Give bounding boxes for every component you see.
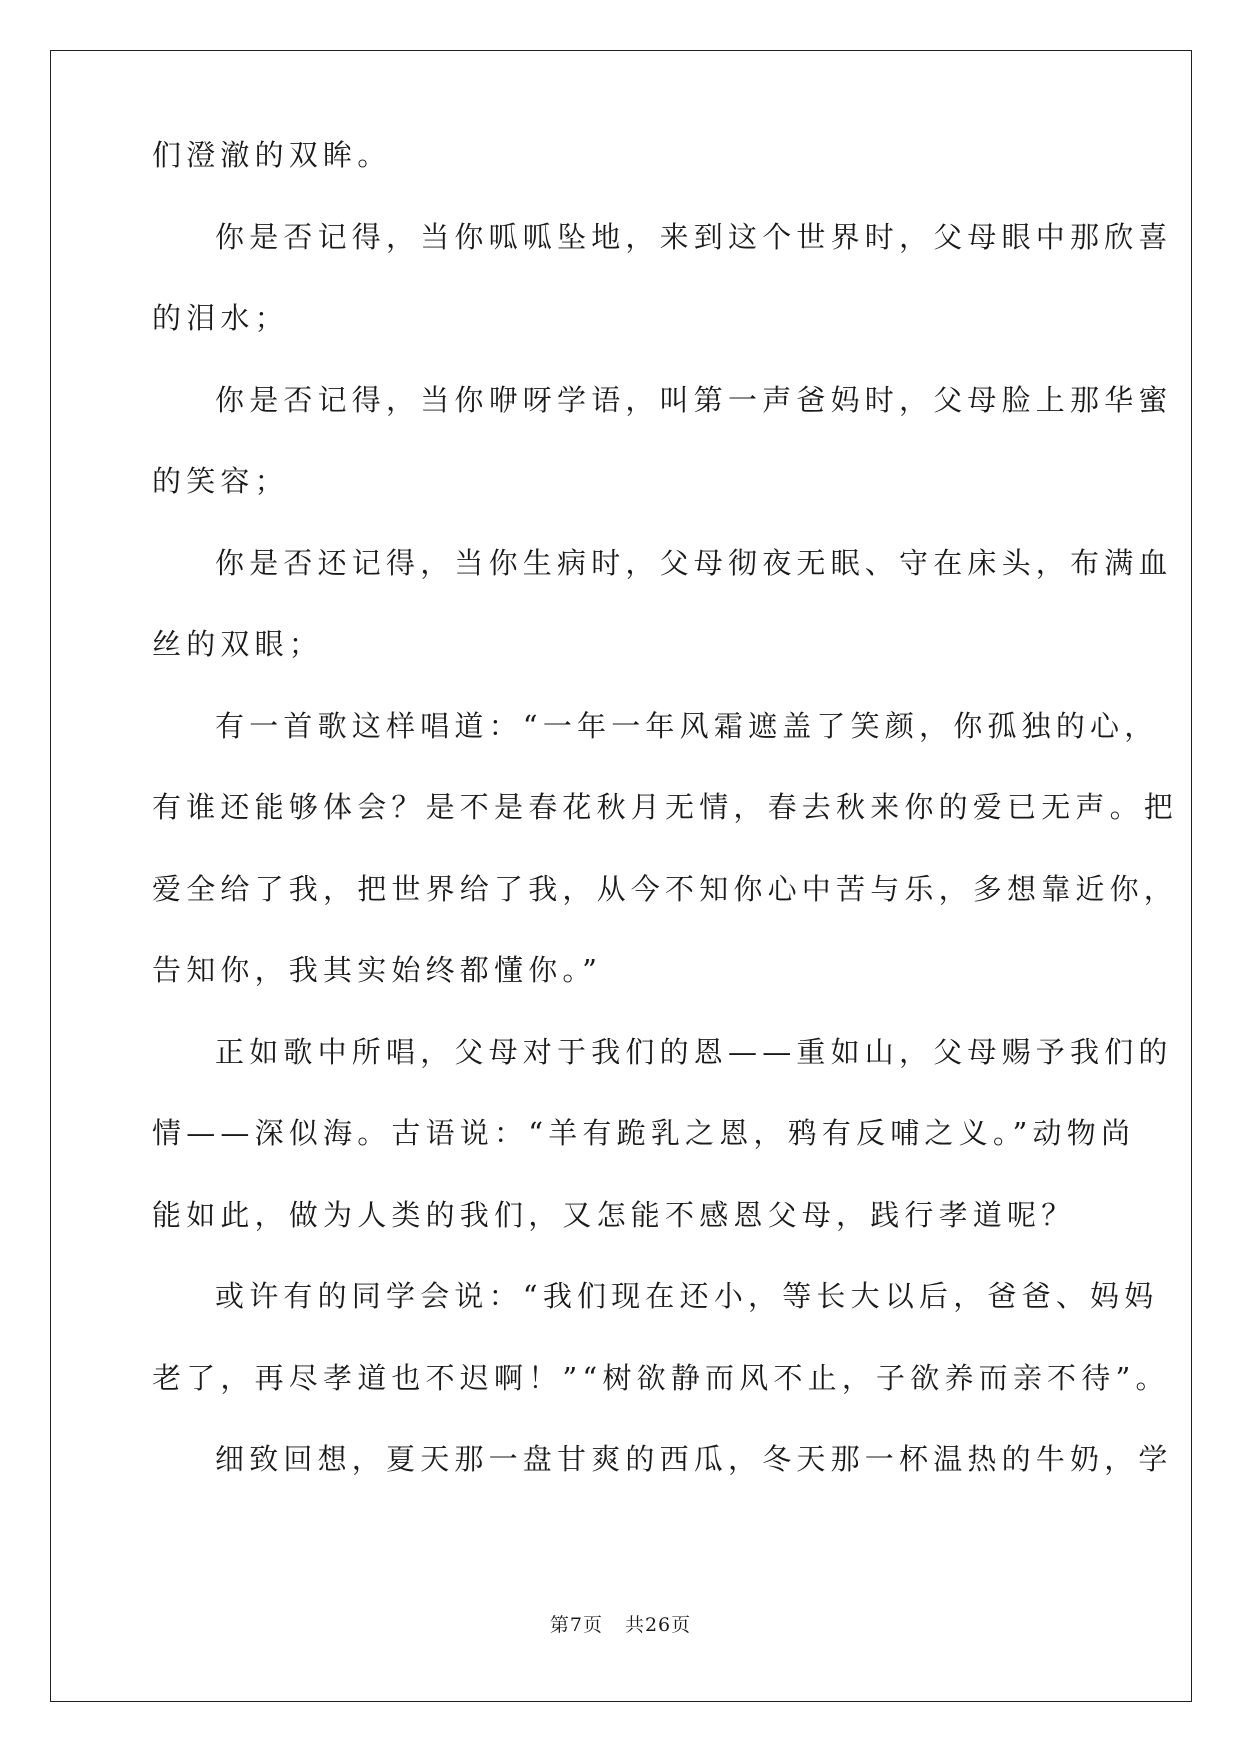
text-line: 你是否记得，当你咿呀学语，叫第一声爸妈时，父母脸上那华蜜 [215,382,1173,417]
text-line: 你是否记得，当你呱呱坠地，来到这个世界时，父母眼中那欣喜 [215,219,1173,254]
page-number: 第7页 [549,1614,603,1636]
text-line: 们澄澈的双眸。 [152,138,392,172]
text-line: 情——深似海。古语说：“羊有跪乳之恩，鸦有反哺之义。”动物尚 [152,1116,1136,1150]
text-line: 你是否还记得，当你生病时，父母彻夜无眠、守在床头，布满血 [215,545,1173,580]
text-line: 或许有的同学会说：“我们现在还小，等长大以后，爸爸、妈妈 [215,1279,1159,1313]
text-line: 丝的双眼； [152,627,324,661]
text-line: 爱全给了我，把世界给了我，从今不知你心中苦与乐，多想靠近你， [152,871,1179,906]
text-line: 正如歌中所唱，父母对于我们的恩——重如山，父母赐予我们的 [215,1034,1173,1069]
text-line: 有一首歌这样唱道：“一年一年风霜遮盖了笑颜，你孤独的心， [215,708,1159,743]
text-line: 有谁还能够体会？是不是春花秋月无情，春去秋来你的爱已无声。把 [152,790,1179,824]
text-line: 告知你，我其实始终都懂你。” [152,953,603,987]
text-line: 的泪水； [152,301,289,335]
page-footer [0,1610,1241,1637]
text-line: 能如此，做为人类的我们，又怎能不感恩父母，践行孝道呢？ [152,1197,1076,1232]
body-text [152,138,1179,1541]
text-line: 细致回想，夏天那一盘甘爽的西瓜，冬天那一杯温热的牛奶，学 [215,1442,1173,1476]
text-line: 的笑容； [152,464,289,498]
text-line: 老了，再尽孝道也不迟啊！”“树欲静而风不止，子欲养而亲不待”。 [152,1360,1170,1395]
page-total: 共26页 [624,1614,692,1636]
